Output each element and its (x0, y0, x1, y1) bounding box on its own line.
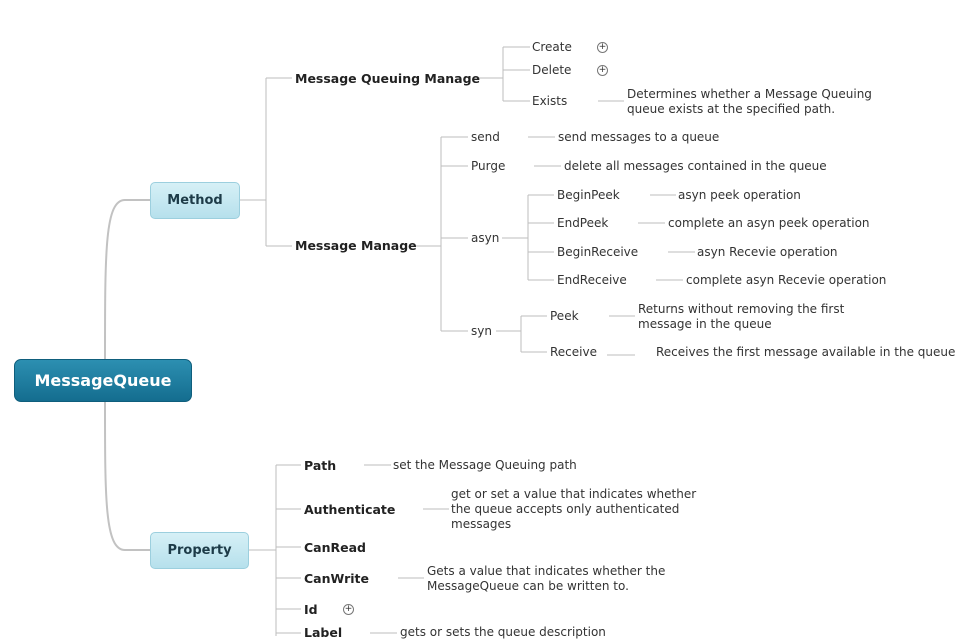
endreceive-topic[interactable]: EndReceive (557, 273, 627, 287)
exists-topic[interactable]: Exists (532, 94, 568, 108)
beginpeek-description: asyn peek operation (678, 188, 801, 202)
label-topic[interactable]: Label (304, 625, 343, 640)
beginpeek-topic[interactable]: BeginPeek (557, 188, 620, 202)
beginreceive-topic[interactable]: BeginReceive (557, 245, 639, 259)
canread-topic[interactable]: CanRead (304, 540, 366, 555)
purge-topic[interactable]: Purge (471, 159, 506, 173)
endreceive-description: complete asyn Recevie operation (686, 273, 887, 287)
mq-manage-topic[interactable]: Message Queuing Manage (295, 71, 481, 86)
peek-description: Returns without removing the first message in the queue (638, 302, 845, 331)
method-node[interactable]: Method (150, 182, 240, 219)
message-manage-topic[interactable]: Message Manage (295, 238, 417, 253)
canwrite-topic[interactable]: CanWrite (304, 571, 369, 586)
endpeek-description: complete an asyn peek operation (668, 216, 870, 230)
exists-description: Determines whether a Message Queuing queue exists at the specified path. (627, 87, 872, 116)
plus-circle-icon[interactable]: + (344, 604, 353, 614)
authenticate-topic[interactable]: Authenticate (304, 502, 396, 517)
create-topic[interactable]: Create (532, 40, 572, 54)
plus-circle-icon[interactable]: + (598, 65, 607, 75)
label-description: gets or sets the queue description (400, 625, 606, 639)
path-topic[interactable]: Path (304, 458, 337, 473)
delete-topic[interactable]: Delete (532, 63, 572, 77)
plus-circle-icon[interactable]: + (598, 42, 607, 52)
send-topic[interactable]: send (471, 130, 500, 144)
beginreceive-description: asyn Recevie operation (697, 245, 838, 259)
syn-topic[interactable]: syn (471, 324, 492, 338)
id-topic[interactable]: Id (304, 602, 318, 617)
canwrite-description: Gets a value that indicates whether the MessageQueue can be written to. (427, 564, 666, 593)
property-node[interactable]: Property (150, 532, 249, 569)
root-node-messagequeue[interactable]: MessageQueue (14, 359, 192, 402)
receive-topic[interactable]: Receive (550, 345, 597, 359)
purge-description: delete all messages contained in the queue (564, 159, 827, 173)
path-description: set the Message Queuing path (393, 458, 577, 472)
asyn-topic[interactable]: asyn (471, 231, 500, 245)
send-description: send messages to a queue (558, 130, 720, 144)
endpeek-topic[interactable]: EndPeek (557, 216, 609, 230)
receive-description: Receives the first message available in the queue (656, 345, 956, 359)
authenticate-description: get or set a value that indicates whether the queue accepts only authenticated messages (451, 487, 697, 531)
peek-topic[interactable]: Peek (550, 309, 579, 323)
